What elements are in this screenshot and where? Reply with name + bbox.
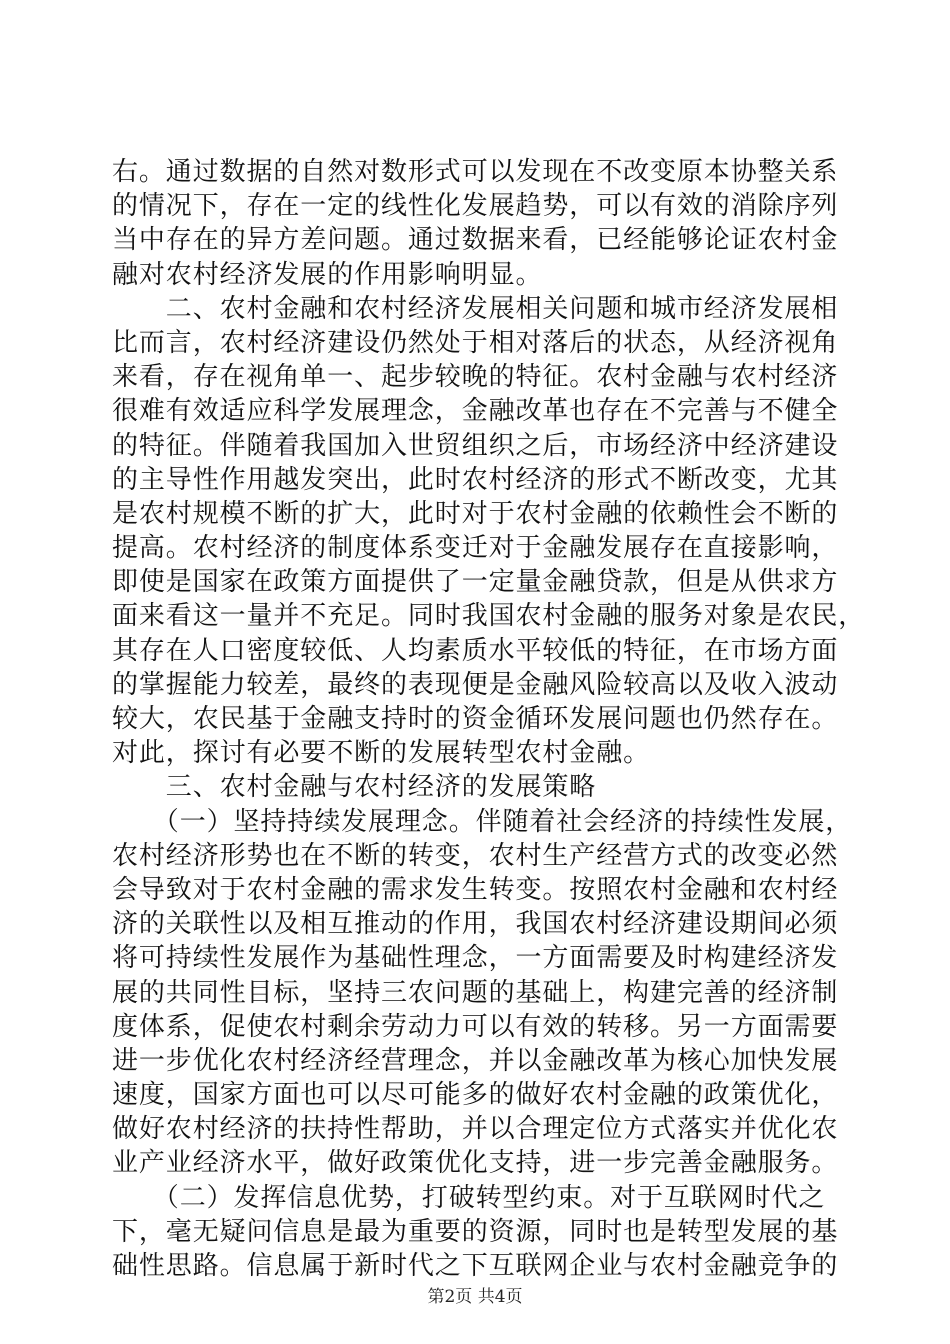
text-line: 很难有效适应科学发展理念，金融改革也存在不完善与不健全 xyxy=(112,396,839,427)
text-line: 比而言，农村经济建设仍然处于相对落后的状态，从经济视角 xyxy=(112,327,839,358)
section-heading-line: 三、农村金融与农村经济的发展策略 xyxy=(112,772,597,803)
text-line: 融对农村经济发展的作用影响明显。 xyxy=(112,259,543,290)
text-line: 做好农村经济的扶持性帮助，并以合理定位方式落实并优化农 xyxy=(112,1114,839,1145)
text-line: 会导致对于农村金融的需求发生转变。按照农村金融和农村经 xyxy=(112,874,839,905)
text-line: 础性思路。信息属于新时代之下互联网企业与农村金融竞争的 xyxy=(112,1251,839,1281)
text-line: 提高。农村经济的制度体系变迁对于金融发展存在直接影响， xyxy=(112,533,839,564)
text-line: 即使是国家在政策方面提供了一定量金融贷款，但是从供求方 xyxy=(112,567,839,598)
text-line: 是农村规模不断的扩大，此时对于农村金融的依赖性会不断的 xyxy=(112,498,839,529)
subsection-heading-line: （一）坚持持续发展理念。伴随着社会经济的持续性发展， xyxy=(112,806,853,837)
text-line: 展的共同性目标，坚持三农问题的基础上，构建完善的经济制 xyxy=(112,977,839,1008)
text-line: 济的关联性以及相互推动的作用，我国农村经济建设期间必须 xyxy=(112,909,839,940)
text-line: 的主导性作用越发突出，此时农村经济的形式不断改变，尤其 xyxy=(112,464,839,495)
subsection-heading-line: （二）发挥信息优势，打破转型约束。对于互联网时代之 xyxy=(112,1182,826,1213)
text-line: 进一步优化农村经济经营理念，并以金融改革为核心加快发展 xyxy=(112,1045,839,1076)
text-line: 度体系，促使农村剩余劳动力可以有效的转移。另一方面需要 xyxy=(112,1011,839,1042)
text-line: 较大，农民基于金融支持时的资金循环发展问题也仍然存在。 xyxy=(112,704,839,734)
page-number-footer: 第2页 共4页 xyxy=(427,1287,523,1307)
text-line: 对此，探讨有必要不断的发展转型农村金融。 xyxy=(112,738,651,769)
text-line: 面来看这一量并不充足。同时我国农村金融的服务对象是农民， xyxy=(112,601,866,632)
text-line: 其存在人口密度较低、人均素质水平较低的特征，在市场方面 xyxy=(112,635,839,666)
text-line: 右。通过数据的自然对数形式可以发现在不改变原本协整关系 xyxy=(112,157,839,187)
text-line: 将可持续性发展作为基础性理念，一方面需要及时构建经济发 xyxy=(112,943,839,974)
text-line: 下，毫无疑问信息是最为重要的资源，同时也是转型发展的基 xyxy=(112,1216,839,1247)
text-line: 的特征。伴随着我国加入世贸组织之后，市场经济中经济建设 xyxy=(112,430,839,461)
text-line: 的情况下，存在一定的线性化发展趋势，可以有效的消除序列 xyxy=(112,191,839,222)
text-line: 当中存在的异方差问题。通过数据来看，已经能够论证农村金 xyxy=(112,225,839,256)
text-line: 的掌握能力较差，最终的表现便是金融风险较高以及收入波动 xyxy=(112,669,839,700)
document-body xyxy=(112,155,866,1283)
text-line: 来看，存在视角单一、起步较晚的特征。农村金融与农村经济 xyxy=(112,362,839,393)
section-heading-line: 二、农村金融和农村经济发展相关问题和城市经济发展相 xyxy=(112,293,839,324)
text-line: 农村经济形势也在不断的转变，农村生产经营方式的改变必然 xyxy=(112,840,839,871)
text-line: 业产业经济水平，做好政策优化支持，进一步完善金融服务。 xyxy=(112,1148,839,1179)
text-line: 速度，国家方面也可以尽可能多的做好农村金融的政策优化， xyxy=(112,1080,839,1111)
